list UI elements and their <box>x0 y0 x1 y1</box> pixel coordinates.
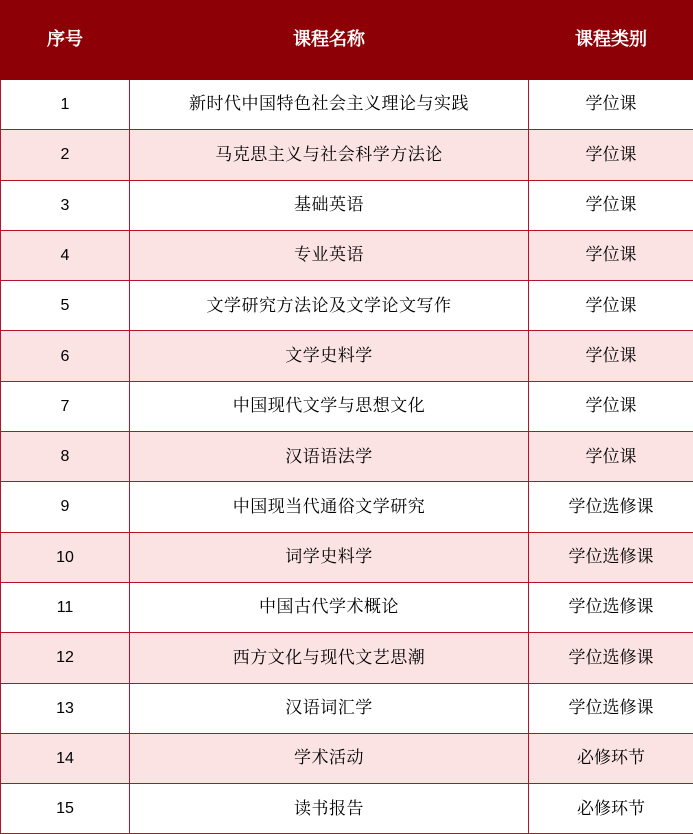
cell-course-type: 学位课 <box>529 381 693 431</box>
cell-course-type: 学位课 <box>529 180 693 230</box>
cell-course-type: 学位选修课 <box>529 582 693 632</box>
table-row <box>1 281 693 331</box>
cell-index: 3 <box>1 180 130 230</box>
table-row <box>1 230 693 280</box>
cell-course-name: 文学研究方法论及文学论文写作 <box>130 281 529 331</box>
table-row <box>1 683 693 733</box>
table-row <box>1 432 693 482</box>
cell-course-name: 基础英语 <box>130 180 529 230</box>
cell-index: 8 <box>1 432 130 482</box>
cell-course-type: 必修环节 <box>529 733 693 783</box>
cell-index: 15 <box>1 784 130 834</box>
table-body <box>1 80 693 834</box>
cell-index: 9 <box>1 482 130 532</box>
cell-index: 11 <box>1 582 130 632</box>
cell-index: 10 <box>1 532 130 582</box>
table-row <box>1 482 693 532</box>
cell-course-type: 学位课 <box>529 130 693 180</box>
cell-course-name: 中国现代文学与思想文化 <box>130 381 529 431</box>
cell-index: 5 <box>1 281 130 331</box>
cell-course-name: 中国古代学术概论 <box>130 582 529 632</box>
table-row <box>1 80 693 130</box>
cell-course-type: 必修环节 <box>529 784 693 834</box>
table-row <box>1 381 693 431</box>
cell-course-type: 学位选修课 <box>529 532 693 582</box>
cell-course-name: 中国现当代通俗文学研究 <box>130 482 529 532</box>
table-header <box>1 1 693 80</box>
table-row <box>1 784 693 834</box>
cell-course-name: 专业英语 <box>130 230 529 280</box>
cell-course-type: 学位课 <box>529 331 693 381</box>
cell-course-name: 读书报告 <box>130 784 529 834</box>
cell-course-type: 学位课 <box>529 80 693 130</box>
table-row <box>1 532 693 582</box>
table-row <box>1 180 693 230</box>
cell-course-name: 汉语词汇学 <box>130 683 529 733</box>
column-header-type: 课程类别 <box>529 1 693 80</box>
cell-course-name: 马克思主义与社会科学方法论 <box>130 130 529 180</box>
cell-index: 2 <box>1 130 130 180</box>
cell-course-name: 词学史料学 <box>130 532 529 582</box>
column-header-index: 序号 <box>1 1 130 80</box>
cell-course-type: 学位课 <box>529 432 693 482</box>
table-header-row <box>1 1 693 80</box>
cell-index: 14 <box>1 733 130 783</box>
cell-course-name: 学术活动 <box>130 733 529 783</box>
table-row <box>1 582 693 632</box>
cell-course-type: 学位课 <box>529 230 693 280</box>
cell-course-type: 学位选修课 <box>529 633 693 683</box>
table-row <box>1 633 693 683</box>
cell-course-name: 西方文化与现代文艺思潮 <box>130 633 529 683</box>
cell-index: 4 <box>1 230 130 280</box>
cell-course-name: 新时代中国特色社会主义理论与实践 <box>130 80 529 130</box>
table-row <box>1 331 693 381</box>
cell-index: 7 <box>1 381 130 431</box>
cell-index: 12 <box>1 633 130 683</box>
cell-course-type: 学位选修课 <box>529 482 693 532</box>
table-row <box>1 733 693 783</box>
cell-index: 13 <box>1 683 130 733</box>
cell-index: 1 <box>1 80 130 130</box>
table-row <box>1 130 693 180</box>
cell-course-name: 文学史料学 <box>130 331 529 381</box>
cell-course-type: 学位选修课 <box>529 683 693 733</box>
cell-index: 6 <box>1 331 130 381</box>
cell-course-name: 汉语语法学 <box>130 432 529 482</box>
cell-course-type: 学位课 <box>529 281 693 331</box>
column-header-name: 课程名称 <box>130 1 529 80</box>
